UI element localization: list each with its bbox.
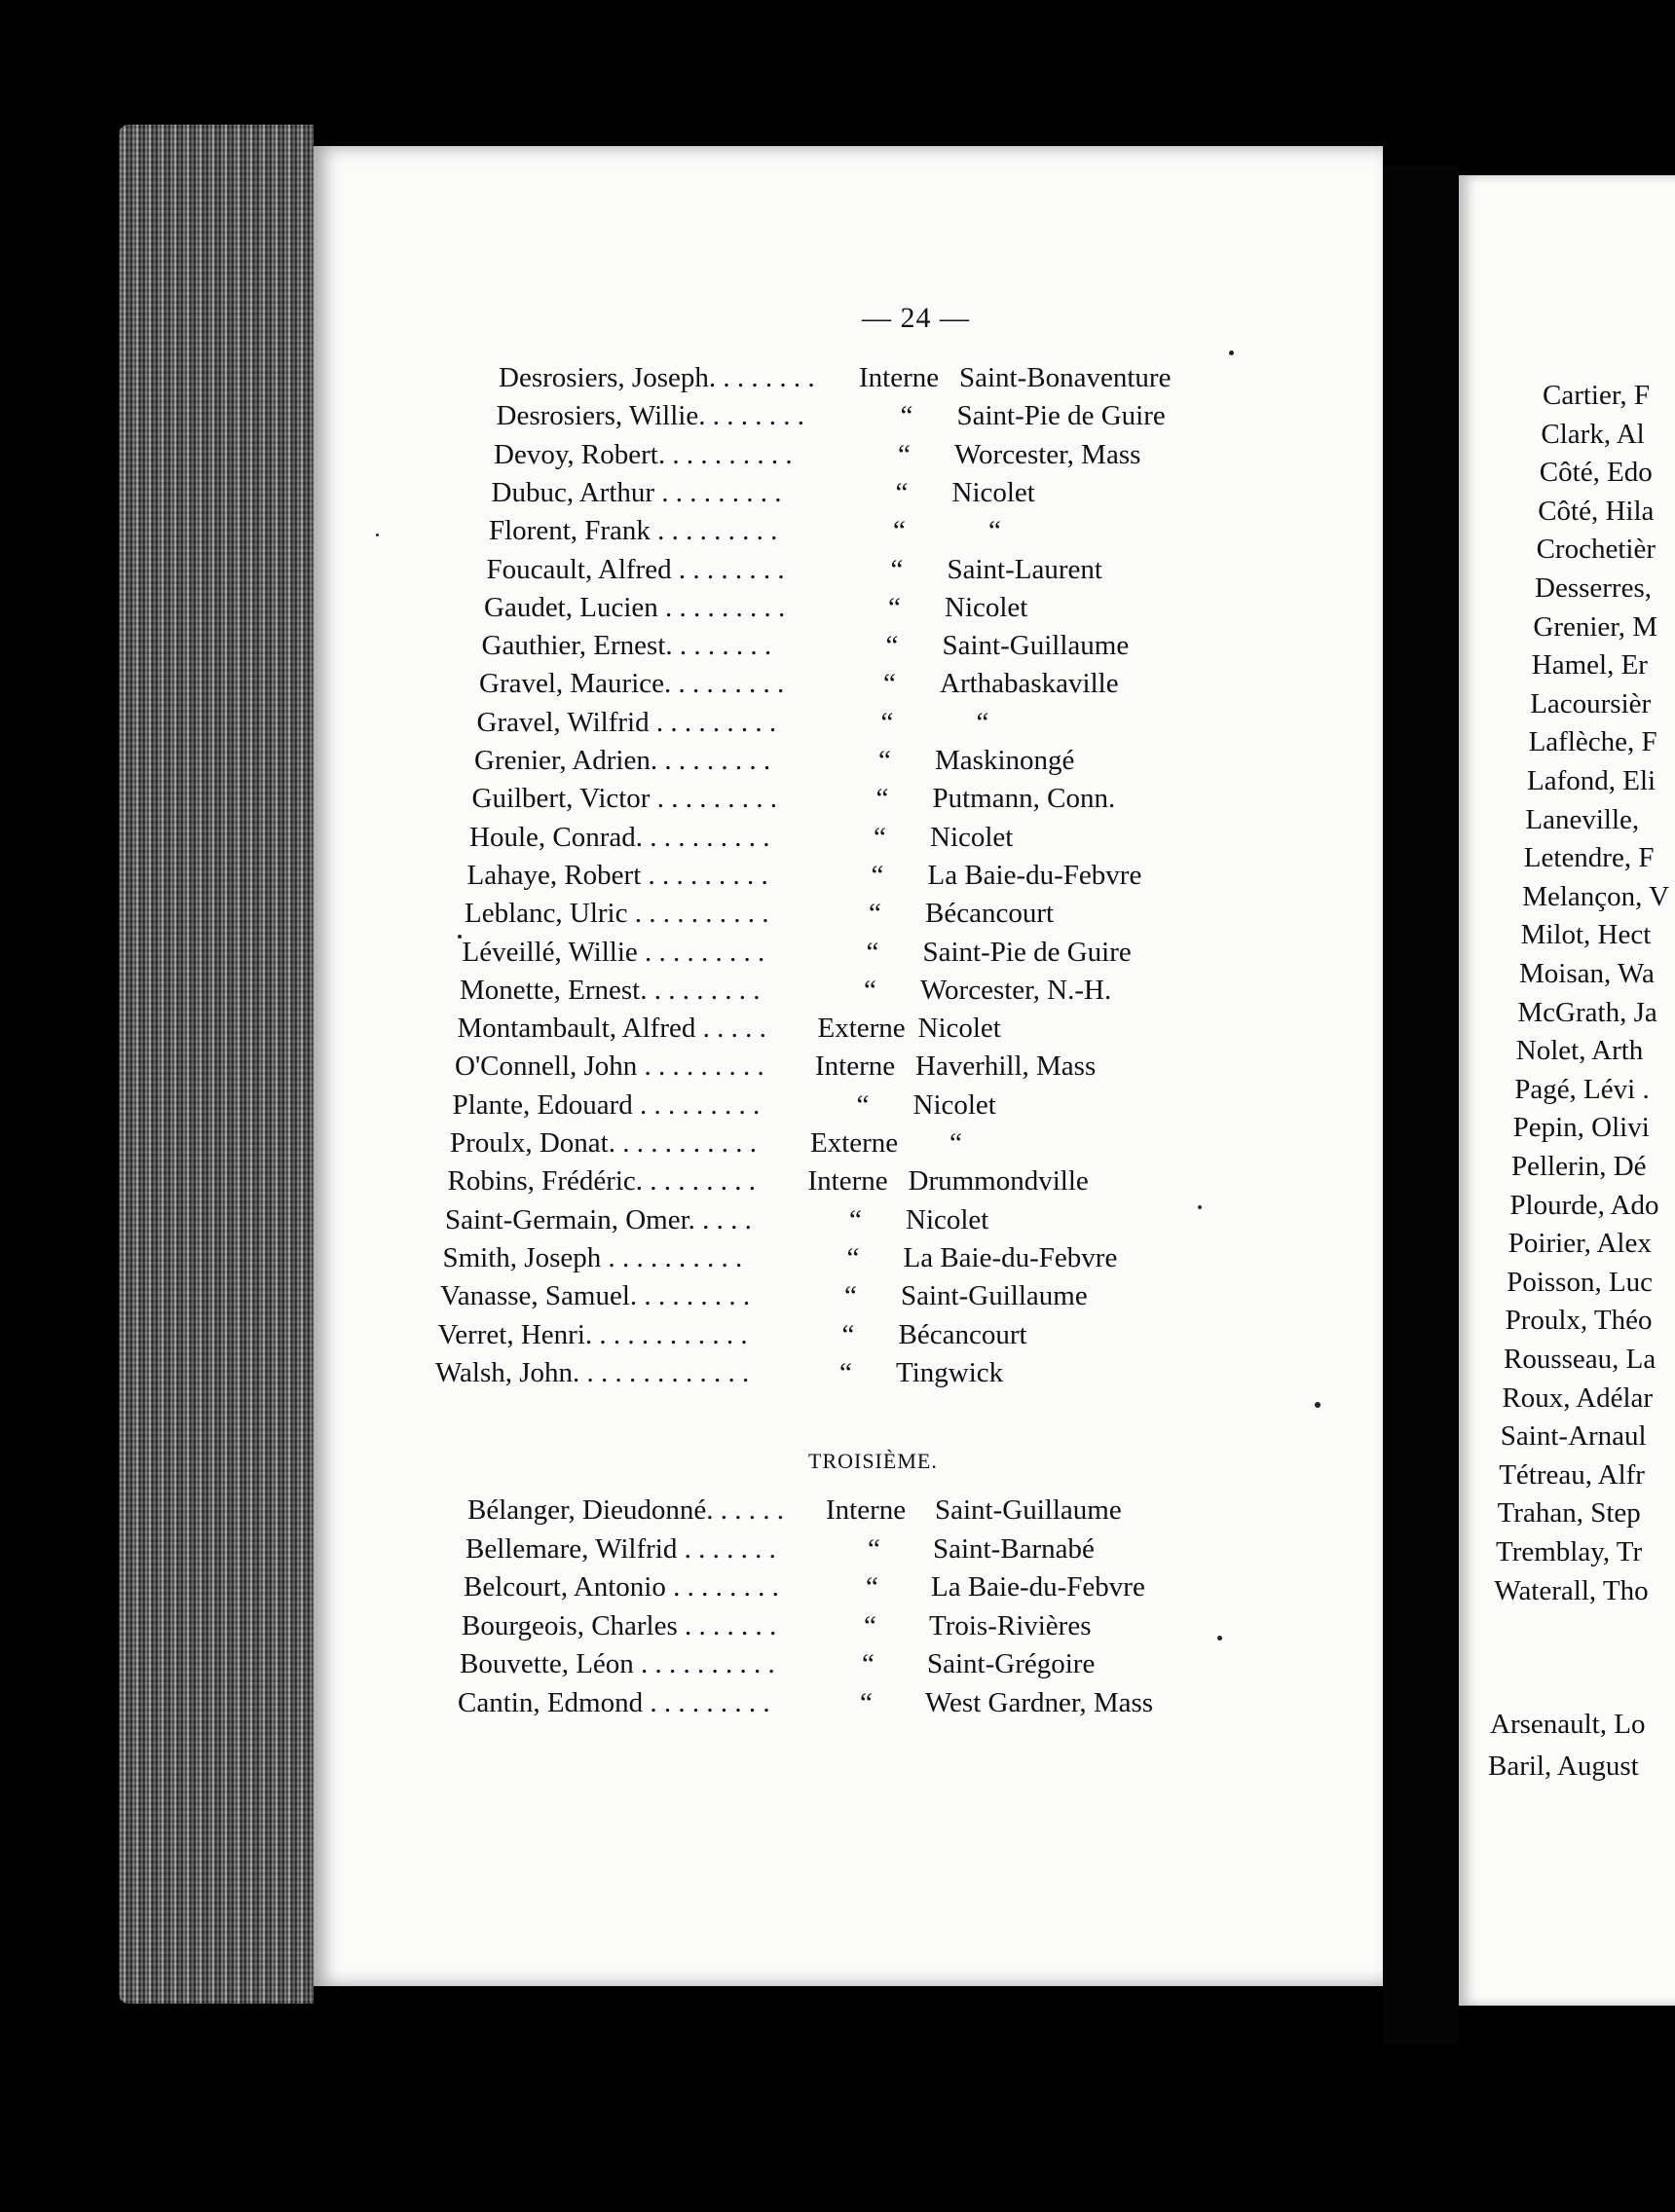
entry-name: Plante, Edouard . . . . . . . . . — [452, 1088, 761, 1121]
entry-status: Externe — [817, 1013, 906, 1045]
right-page-entry: Arsenault, Lo — [1490, 1709, 1646, 1740]
entry-name: Gravel, Wilfrid . . . . . . . . . — [476, 706, 777, 738]
entry-place: “ — [976, 706, 989, 738]
entry-place: “ — [988, 515, 1001, 547]
entry-status: “ — [893, 515, 906, 547]
entry-row — [448, 1165, 1247, 1204]
entry-place: Bécancourt — [925, 898, 1055, 930]
entry-name: Saint-Germain, Omer. . . . . — [445, 1203, 752, 1235]
entry-name: Desrosiers, Joseph. . . . . . . . — [499, 362, 815, 393]
entry-row — [484, 592, 1283, 631]
entry-status: Interne — [826, 1494, 907, 1526]
entry-status: “ — [869, 898, 881, 930]
scan-speck — [1217, 1636, 1222, 1641]
entry-name: Cantin, Edmond . . . . . . . . . — [458, 1686, 770, 1718]
entry-status: “ — [846, 1241, 860, 1273]
entry-name: Gauthier, Ernest. . . . . . . . — [481, 630, 772, 662]
entry-place: Haverhill, Mass — [915, 1051, 1097, 1083]
right-page-entry: Laneville, — [1525, 803, 1640, 835]
entry-row — [450, 1127, 1248, 1166]
entry-name: Grenier, Adrien. . . . . . . . . — [474, 745, 771, 776]
entry-place: Saint-Laurent — [947, 553, 1102, 585]
entry-name: Lahaye, Robert . . . . . . . . . — [466, 859, 768, 891]
entry-name: Bouvette, Léon . . . . . . . . . . — [460, 1648, 775, 1679]
entry-row — [497, 400, 1295, 439]
entry-status: “ — [864, 1609, 876, 1641]
entry-row — [463, 937, 1261, 976]
entry-place: Arthabaskaville — [940, 668, 1119, 700]
right-page-entry: Clark, Al — [1541, 418, 1645, 450]
right-page-entry: Poirier, Alex — [1508, 1228, 1652, 1260]
entry-row — [487, 554, 1285, 593]
entry-name: Desrosiers, Willie. . . . . . . . — [496, 400, 804, 432]
right-page-entry: Roux, Adélar — [1502, 1382, 1654, 1414]
entry-status: “ — [900, 400, 913, 432]
entry-row — [469, 822, 1268, 861]
entry-place: La Baie-du-Febvre — [903, 1241, 1118, 1273]
entry-row — [464, 1571, 1262, 1610]
entry-row — [494, 439, 1292, 478]
entry-place: La Baie-du-Febvre — [931, 1571, 1145, 1603]
entry-row — [499, 362, 1297, 401]
right-page-entry: Waterall, Tho — [1494, 1574, 1649, 1606]
entry-place: Maskinongé — [935, 745, 1075, 776]
entry-row — [458, 1013, 1256, 1051]
entry-row — [445, 1204, 1244, 1243]
right-page-entry: Grenier, M — [1533, 610, 1658, 643]
entry-row — [465, 1533, 1264, 1572]
entry-row — [474, 745, 1273, 784]
entry-name: Montambault, Alfred . . . . . — [457, 1013, 766, 1045]
entry-place: Worcester, N.-H. — [920, 974, 1112, 1006]
entry-name: Foucault, Alfred . . . . . . . . — [486, 553, 785, 585]
entry-row — [482, 630, 1281, 669]
entry-row — [440, 1280, 1239, 1319]
entry-place: Drummondville — [908, 1165, 1089, 1198]
right-page-entry: Tétreau, Alfr — [1499, 1458, 1645, 1491]
entry-name: Belcourt, Antonio . . . . . . . . — [464, 1571, 779, 1603]
right-page-entry: Pepin, Olivi — [1512, 1112, 1650, 1144]
entry-name: Devoy, Robert. . . . . . . . . . — [494, 438, 793, 470]
entry-name: Florent, Frank . . . . . . . . . — [489, 515, 778, 547]
entry-row — [460, 1648, 1258, 1687]
entry-place: Nicolet — [951, 476, 1035, 508]
right-page-entry: Pagé, Lévi . — [1514, 1073, 1650, 1105]
entry-name: Verret, Henri. . . . . . . . . . . . — [437, 1318, 748, 1350]
entry-status: “ — [895, 476, 909, 508]
right-page-entry: Milot, Hect — [1520, 919, 1652, 951]
entry-name: O'Connell, John . . . . . . . . . — [455, 1051, 764, 1083]
entry-place: Saint-Pie de Guire — [956, 400, 1166, 432]
entry-status: “ — [862, 1648, 875, 1679]
entry-place: Nicolet — [945, 591, 1028, 623]
entry-status: “ — [864, 974, 876, 1006]
entry-row — [438, 1319, 1237, 1358]
right-page-entry: Crochetièr — [1536, 534, 1656, 566]
entry-status: “ — [885, 630, 899, 662]
entry-place: “ — [949, 1127, 962, 1159]
entry-place: Bécancourt — [898, 1318, 1027, 1350]
right-page-entry: Baril, August — [1488, 1751, 1639, 1782]
entry-name: Guilbert, Victor . . . . . . . . . — [471, 783, 777, 815]
entry-status: “ — [839, 1356, 852, 1388]
entry-status: Interne — [859, 362, 940, 393]
entry-place: Trois-Rivières — [929, 1609, 1092, 1641]
scan-speck — [1229, 350, 1234, 355]
right-page-entry: Lafond, Eli — [1527, 765, 1656, 796]
entry-name: Gaudet, Lucien . . . . . . . . . — [484, 591, 786, 623]
right-page-entry: Melançon, V — [1522, 880, 1670, 912]
entry-status: “ — [844, 1280, 857, 1312]
entry-row — [455, 1051, 1253, 1089]
entry-name: Dubuc, Arthur . . . . . . . . . — [491, 476, 782, 508]
right-page-entry: Nolet, Arth — [1515, 1035, 1644, 1067]
entry-place: Nicolet — [917, 1013, 1001, 1045]
entry-name: Bellemare, Wilfrid . . . . . . . — [465, 1532, 776, 1565]
entry-row — [479, 668, 1278, 707]
entry-name: Bélanger, Dieudonné. . . . . . — [467, 1494, 785, 1526]
right-page-entry: Lacoursièr — [1530, 687, 1652, 719]
entry-status: Interne — [815, 1051, 896, 1083]
entry-name: Gravel, Maurice. . . . . . . . . — [479, 668, 785, 700]
section-title: TROISIÈME. — [808, 1449, 938, 1473]
right-page-entry: Rousseau, La — [1504, 1344, 1656, 1375]
right-page-entry: Pellerin, Dé — [1511, 1151, 1647, 1182]
entry-place: Saint-Grégoire — [927, 1648, 1096, 1679]
entry-name: Houle, Conrad. . . . . . . . . . — [469, 821, 770, 853]
entry-status: Externe — [810, 1127, 899, 1159]
entry-status: “ — [874, 821, 886, 853]
right-page-entry: Côté, Hila — [1538, 495, 1655, 527]
entry-place: Saint-Guillaume — [942, 630, 1130, 662]
scan-speck — [458, 935, 462, 939]
entry-place: Saint-Barnabé — [933, 1532, 1095, 1565]
entry-row — [458, 1687, 1256, 1726]
entry-place: Nicolet — [930, 821, 1014, 853]
entry-place: Saint-Bonaventure — [959, 362, 1172, 393]
entry-status: “ — [856, 1088, 870, 1121]
entry-status: “ — [880, 706, 894, 738]
entry-place: Saint-Guillaume — [935, 1494, 1122, 1526]
right-page-entry: Plourde, Ado — [1509, 1189, 1659, 1221]
right-page-entry: Proulx, Théo — [1505, 1305, 1653, 1337]
page-number: — 24 — — [862, 302, 970, 334]
entry-name: Smith, Joseph . . . . . . . . . . — [442, 1241, 743, 1273]
right-page-entry: Poisson, Luc — [1507, 1266, 1654, 1298]
entry-status: “ — [841, 1318, 855, 1350]
entry-name: Leblanc, Ulric . . . . . . . . . . — [465, 898, 769, 930]
entry-row — [460, 975, 1258, 1014]
entry-status: “ — [898, 438, 911, 470]
entry-row — [453, 1089, 1251, 1128]
scan-speck — [1315, 1402, 1321, 1408]
right-page-entry: McGrath, Ja — [1517, 996, 1657, 1028]
entry-status: “ — [890, 553, 904, 585]
right-page-entry: Moisan, Wa — [1519, 958, 1655, 989]
entry-row — [443, 1242, 1242, 1281]
entry-row — [467, 860, 1266, 899]
right-page-entry: Tremblay, Tr — [1496, 1536, 1643, 1567]
entry-place: Worcester, Mass — [954, 438, 1141, 470]
entry-row — [472, 783, 1271, 822]
entry-status: “ — [860, 1686, 873, 1718]
entry-status: “ — [875, 783, 889, 815]
entry-status: “ — [849, 1203, 862, 1235]
entry-row — [492, 477, 1290, 516]
entry-status: Interne — [807, 1165, 888, 1198]
entry-name: Bourgeois, Charles . . . . . . . — [462, 1609, 777, 1641]
right-page-entry: Laflèche, F — [1528, 726, 1657, 758]
right-page-entry: Côté, Edo — [1539, 457, 1653, 489]
entry-row — [462, 1610, 1260, 1649]
entry-name: Monette, Ernest. . . . . . . . . — [460, 974, 761, 1006]
entry-place: Saint-Pie de Guire — [922, 936, 1132, 968]
entry-name: Walsh, John. . . . . . . . . . . . . — [435, 1356, 750, 1388]
right-page-entry: Desserres, — [1535, 572, 1652, 604]
entry-place: Saint-Guillaume — [901, 1280, 1088, 1312]
entry-place: Nicolet — [906, 1203, 989, 1235]
entry-row — [489, 515, 1287, 554]
entry-place: Putmann, Conn. — [932, 783, 1116, 815]
entry-row — [435, 1357, 1234, 1396]
right-page-entry: Hamel, Er — [1531, 649, 1648, 682]
entry-status: “ — [883, 668, 896, 700]
entry-place: Tingwick — [896, 1356, 1004, 1388]
entry-status: “ — [866, 936, 879, 968]
entry-place: West Gardner, Mass — [925, 1686, 1154, 1718]
entry-place: Nicolet — [912, 1088, 996, 1121]
entry-status: “ — [888, 591, 901, 623]
entry-name: Vanasse, Samuel. . . . . . . . . — [440, 1280, 751, 1312]
right-page-entry: Cartier, F — [1543, 380, 1650, 411]
entry-status: “ — [878, 745, 891, 776]
right-page-entry: Trahan, Step — [1497, 1497, 1641, 1530]
entry-row — [467, 1494, 1266, 1533]
entry-place: La Baie-du-Febvre — [927, 859, 1142, 891]
entry-name: Léveillé, Willie . . . . . . . . . — [462, 936, 765, 968]
entry-name: Proulx, Donat. . . . . . . . . . . — [450, 1127, 757, 1159]
right-page-entry: Saint-Arnaul — [1500, 1420, 1647, 1453]
right-page-entry: Letendre, F — [1523, 842, 1655, 874]
entry-status: “ — [868, 1532, 880, 1565]
entry-name: Robins, Frédéric. . . . . . . . . — [447, 1165, 757, 1198]
entry-status: “ — [871, 859, 884, 891]
entry-row — [465, 898, 1263, 937]
entry-row — [477, 707, 1276, 746]
scan-speck — [376, 534, 379, 536]
scan-speck — [1198, 1205, 1202, 1209]
entry-status: “ — [866, 1571, 878, 1603]
